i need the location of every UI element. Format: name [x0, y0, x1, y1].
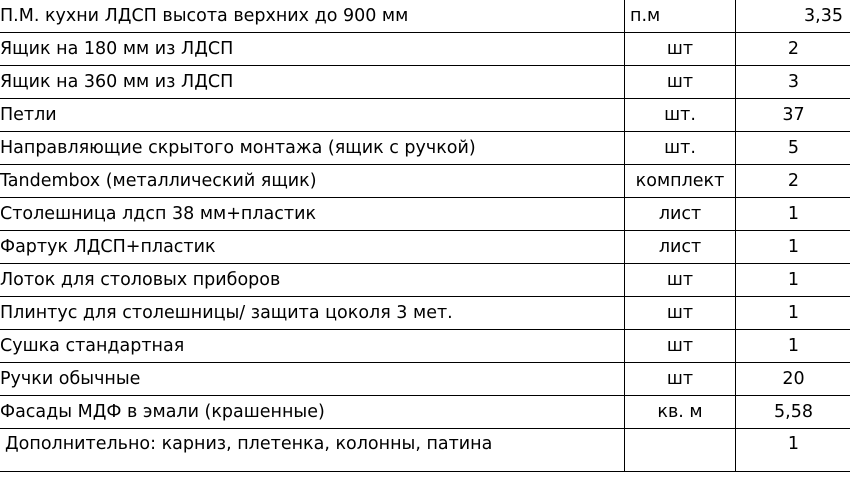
- table-row: [0, 231, 850, 264]
- item-name-cell[interactable]: Ручки обычные: [0, 363, 625, 396]
- table-row: [0, 198, 850, 231]
- unit-cell[interactable]: шт: [625, 66, 736, 99]
- unit-cell[interactable]: шт: [625, 297, 736, 330]
- quantity-cell[interactable]: 5: [736, 132, 850, 165]
- table-row: [0, 297, 850, 330]
- item-name-cell[interactable]: Сушка стандартная: [0, 330, 625, 363]
- unit-cell[interactable]: комплект: [625, 165, 736, 198]
- quantity-cell[interactable]: 3,35: [736, 0, 850, 33]
- item-name-cell[interactable]: Фартук ЛДСП+пластик: [0, 231, 625, 264]
- quantity-cell[interactable]: 2: [736, 165, 850, 198]
- item-name-cell[interactable]: Столешница лдсп 38 мм+пластик: [0, 198, 625, 231]
- quantity-cell[interactable]: 37: [736, 99, 850, 132]
- table-row: [0, 363, 850, 396]
- quantity-cell[interactable]: 5,58: [736, 396, 850, 429]
- table-row: [0, 99, 850, 132]
- table-row: [0, 396, 850, 429]
- quantity-cell[interactable]: 1: [736, 297, 850, 330]
- unit-cell[interactable]: шт: [625, 330, 736, 363]
- table-row: [0, 0, 850, 33]
- unit-cell[interactable]: [625, 429, 736, 472]
- unit-cell[interactable]: шт.: [625, 99, 736, 132]
- item-name-cell[interactable]: Направляющие скрытого монтажа (ящик с ручкой): [0, 132, 625, 165]
- table-row: [0, 429, 850, 472]
- quantity-cell[interactable]: 1: [736, 330, 850, 363]
- unit-cell[interactable]: шт: [625, 363, 736, 396]
- unit-cell[interactable]: шт: [625, 264, 736, 297]
- item-name-cell[interactable]: Фасады МДФ в эмали (крашенные): [0, 396, 625, 429]
- quantity-cell[interactable]: 1: [736, 231, 850, 264]
- unit-cell[interactable]: лист: [625, 231, 736, 264]
- unit-cell[interactable]: шт: [625, 33, 736, 66]
- table-row: [0, 66, 850, 99]
- unit-cell[interactable]: п.м: [625, 0, 736, 33]
- unit-cell[interactable]: шт.: [625, 132, 736, 165]
- item-name-cell[interactable]: Петли: [0, 99, 625, 132]
- item-name-cell[interactable]: Дополнительно: карниз, плетенка, колонны, патина: [0, 429, 625, 472]
- item-name-cell[interactable]: Tandembox (металлический ящик): [0, 165, 625, 198]
- item-name-cell[interactable]: Ящик на 180 мм из ЛДСП: [0, 33, 625, 66]
- unit-cell[interactable]: лист: [625, 198, 736, 231]
- table-row: [0, 132, 850, 165]
- item-name-cell[interactable]: Ящик на 360 мм из ЛДСП: [0, 66, 625, 99]
- table-row: [0, 165, 850, 198]
- unit-cell[interactable]: кв. м: [625, 396, 736, 429]
- quantity-cell[interactable]: 3: [736, 66, 850, 99]
- quantity-cell[interactable]: 20: [736, 363, 850, 396]
- item-name-cell[interactable]: Плинтус для столешницы/ защита цоколя 3 мет.: [0, 297, 625, 330]
- table-row: [0, 330, 850, 363]
- quantity-cell[interactable]: 1: [736, 264, 850, 297]
- table-row: [0, 33, 850, 66]
- table-row: [0, 264, 850, 297]
- quantity-cell[interactable]: 2: [736, 33, 850, 66]
- quantity-cell[interactable]: 1: [736, 198, 850, 231]
- item-name-cell[interactable]: П.М. кухни ЛДСП высота верхних до 900 мм: [0, 0, 625, 33]
- quantity-cell[interactable]: 1: [736, 429, 850, 472]
- item-name-cell[interactable]: Лоток для столовых приборов: [0, 264, 625, 297]
